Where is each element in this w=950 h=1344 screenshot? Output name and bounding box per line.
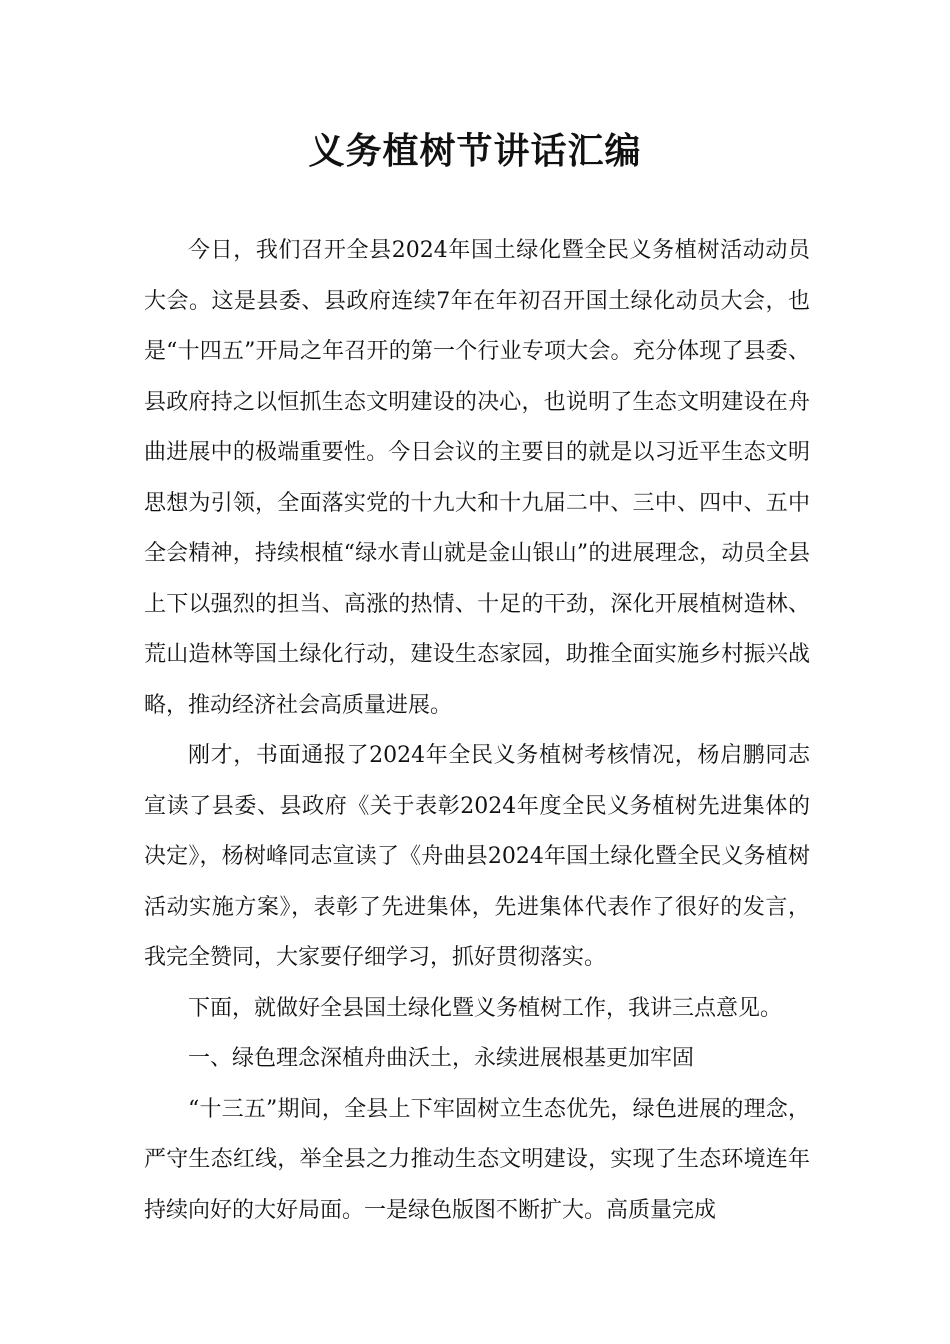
document-title: 义务植树节讲话汇编: [308, 131, 642, 172]
paragraph-report: 刚才，书面通报了2024年全民义务植树考核情况，杨启鹏同志宣读了县委、县政府《关于表彰2024年度全民义务植树先进集体的决定》，杨树峰同志宣读了《舟曲县2024年国土绿化暨全民义务植树活动实施方案》，表彰了先进集体，先进集体代表作了很好的发言，我完全赞同，大家要仔细学习，抓好贯彻落实。: [144, 743, 810, 970]
paragraph-intro-opinions: 下面，就做好全县国土绿化暨义务植树工作，我讲三点意见。: [188, 995, 783, 1021]
paragraph-opening: 今日，我们召开全县2024年国土绿化暨全民义务植树活动动员大会。这是县委、县政府连续7年在年初召开国土绿化动员大会，也是“十四五”开局之年召开的第一个行业专项大会。充分体现了县委、县政府持之以恒抓生态文明建设的决心，也说明了生态文明建设在舟曲进展中的极端重要性。今日会议的主要目的就是以习近平生态文明思想为引领，全面落实党的十九大和十九届二中、三中、四中、五中全会精神，持续根植“绿水青山就是金山银山”的进展理念，动员全县上下以强烈的担当、高涨的热情、十足的干劲，深化开展植树造林、荒山造林等国土绿化行动，建设生态家园，助推全面实施乡村振兴战略，推动经济社会高质量进展。: [144, 238, 810, 718]
paragraph-section-1: “十三五”期间，全县上下牢固树立生态优先，绿色进展的理念，严守生态红线，举全县之力推动生态文明建设，实现了生态环境连年持续向好的大好局面。一是绿色版图不断扩大。高质量完成: [144, 1096, 810, 1223]
section-heading-1: 一、绿色理念深植舟曲沃土，永续进展根基更加牢固: [188, 1046, 695, 1071]
document-body: [144, 226, 810, 1236]
